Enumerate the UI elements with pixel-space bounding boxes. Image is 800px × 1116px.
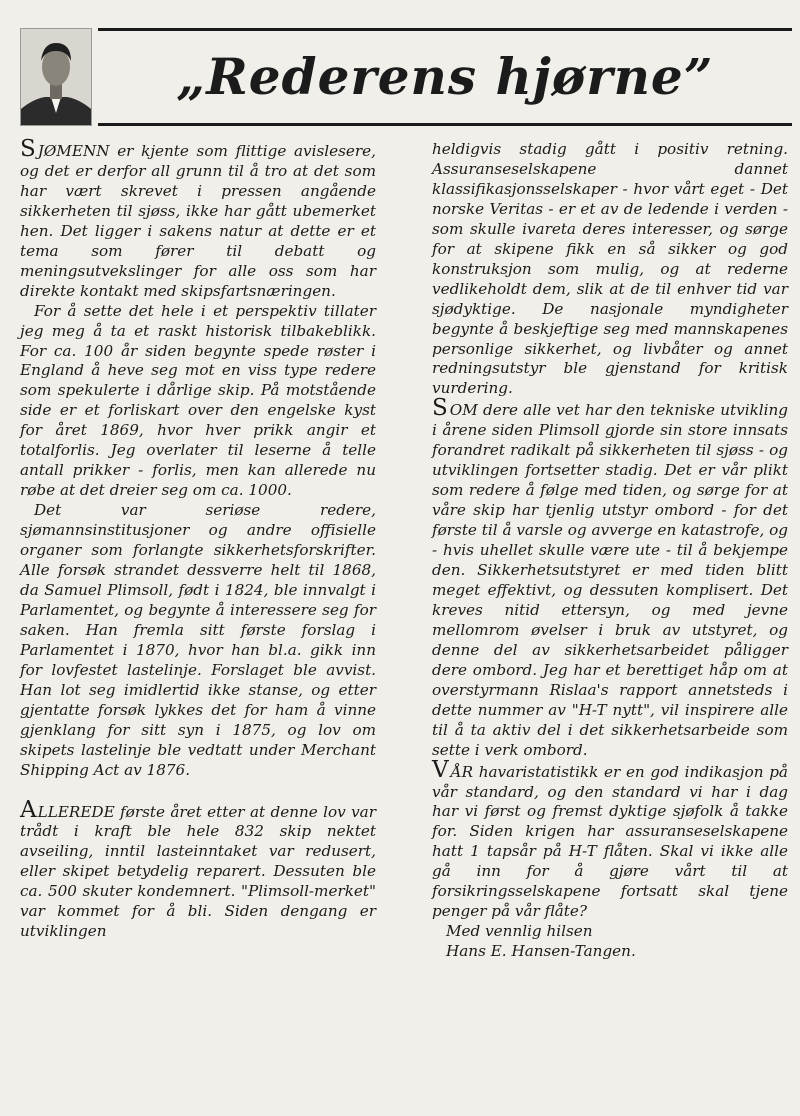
header-banner — [98, 28, 792, 126]
paragraph: For å sette det hele i et perspektiv tillater jeg meg å ta et raskt historisk tilbakeblikk. For ca. 100 år siden begynte spede røster i England å heve seg mot en viss type redere som spekulerte i dårlige skip. På motstående side er et forliskart over den engelske kyst for året 1869, hvor hver prikk angir et totalforlis. Jeg overlater til leserne å telle antall prikker - forlis, men kan allerede nu røbe at det dreier seg om ca. 1000. — [20, 301, 376, 500]
drop-cap: S — [432, 395, 450, 422]
paragraph-text: JØMENN er kjente som flittige avislesere, og det er derfor all grunn til å tro at det som har vært skrevet i pressen angående sikkerheten til sjøss, ikke har gått ubemerket hen. Det ligger i sakens natur at dette er et tema som fører til debatt og meningsutvekslinger for alle oss som har direkte kontakt med skipsfartsnæringen. — [20, 142, 376, 300]
left-column — [20, 136, 376, 942]
paragraph-text: ÅR havaristatistikk er en god indikasjon på vår standard, og den standard vi har i dag har vi først og fremst dyktige sjøfolk å takke for. Siden krigen har assuranseselskapene hatt 1 tapsår på H-T flåten. Skal vi ikke alle gå inn for å gjøre vårt til at forsikringsselskapene fortsatt skal tjene penger på vår flåte? — [432, 762, 788, 921]
paragraph-text: OM dere alle vet har den tekniske utvikling i årene siden Plimsoll gjorde sin store innsats forandret radikalt på sikkerheten til sjøss - og utviklingen fortsetter stadig. Det er vår plikt som redere å følge med tiden, og sørge for at våre skip har tjenlig utstyr ombord - for det første til å varsle og avverge en katastrofe, og - hvis uhellet skulle være ute - til å bekjempe den. Sikkerhetsutstyret er med tiden blitt meget effektivt, og dessuten komplisert. Det kreves nitid ettersyn, og med jevne mellomrom øvelser i bruk av utstyret, og denne del av sikkerhetsarbeidet påligger dere ombord. Jeg har et berettiget håp om at overstyrmann Rislaa's rapport annetsteds i dette nummer av "H-T nytt", vil inspirere alle til å ta aktiv del i det sikkerhetsarbeide som sette i verk ombord. — [432, 401, 788, 759]
drop-cap: S — [20, 136, 38, 162]
drop-cap: A — [20, 796, 38, 823]
paragraph — [20, 796, 376, 943]
paragraph — [20, 136, 376, 302]
signature: Hans E. Hansen-Tangen. — [446, 942, 636, 961]
paragraph — [432, 756, 788, 923]
closing-greeting: Med vennlig hilsen — [446, 922, 593, 941]
portrait-photo — [20, 28, 92, 126]
right-column — [432, 140, 788, 962]
paragraph — [432, 395, 788, 760]
paragraph: heldigvis stadig gått i positiv retning. Assuranseselskapene dannet klassifikasjonsselskaper - hvor vårt eget - Det norske Veritas - er et av de ledende i verden - som skulle ivareta deres interesser, og sørge for at skipene fikk en så sikker og god konstruksjon som mulig, og at rederne vedlikeholdt dem, slik at de til enhver tid var sjødyktige. De nasjonale myndigheter begynte å beskjeftige seg med mannskapenes personlige sikkerhet, og livbåter og annet redningsutstyr ble gjenstand for kritisk vurdering. — [432, 140, 788, 398]
page-title: „Rederens hjørne” — [176, 47, 714, 106]
paragraph: Det var seriøse redere, sjømannsinstitusjoner og andre offisielle organer som forlangte sikkerhetsforskrifter. Alle forsøk strandet dessverre helt til 1868, da Samuel Plimsoll, født i 1824, ble innvalgt i Parlamentet, og begynte å interessere seg for saken. Han fremla sitt første forslag i Parlamentet i 1870, hvor han bl.a. gikk inn for lovfestet lastelinje. Forslaget ble avvist. Han lot seg imidlertid ikke stanse, og etter gjentatte forsøk lykkes det for ham å vinne gjenklang for sitt syn i 1875, og lov om skipets lastelinje ble vedtatt under Merchant Shipping Act av 1876. — [20, 501, 376, 779]
portrait-icon — [21, 29, 91, 125]
drop-cap: V — [432, 756, 451, 783]
paragraph-text: LLEREDE første året etter at denne lov var trådt i kraft ble hele 832 skip nektet avseiling, inntil lasteinntaket var redusert, eller skipet betydelig reparert. Dessuten ble ca. 500 skuter kondemnert. "Plimsoll-merket" var kommet for å bli. Siden dengang er utviklingen — [20, 802, 376, 941]
